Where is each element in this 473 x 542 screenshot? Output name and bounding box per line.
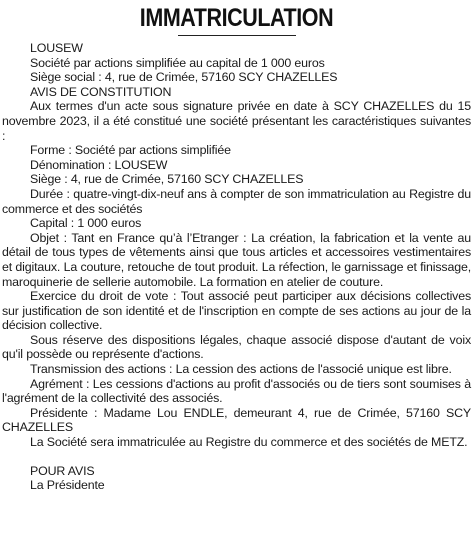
closing-pour-avis: POUR AVIS [30,463,95,478]
company-name: LOUSEW [30,41,83,55]
paragraph-duration: Durée : quatre-vingt-dix-neuf ans à compter de son immatriculation au Registre du commerce et des sociétés [2,186,471,216]
paragraph-transfer: Transmission des actions : La cession des actions de l'associé unique est libre. [30,362,452,377]
spacer [2,450,471,464]
closing-signatory: La Présidente [30,478,105,493]
paragraph-capital: Capital : 1 000 euros [30,216,142,231]
company-form-capital: Société par actions simplifiée au capital de 1 000 euros [30,55,325,70]
paragraph-seat: Siège : 4, rue de Crimée, 57160 SCY CHAZELLES [30,172,304,187]
paragraph-voting: Exercice du droit de vote : Tout associé peut participer aux décisions collectives sur justification de son identité et de l'inscription en compte de ses actions au jour de la décision collective. [2,289,471,333]
registered-office: Siège social : 4, rue de Crimée, 57160 SCY CHAZELLES [30,70,338,85]
paragraph-form: Forme : Société par actions simplifiée [30,143,231,158]
title-underline [178,35,296,36]
notice-title: IMMATRICULATION [139,4,334,32]
paragraph-deed: Aux termes d'un acte sous signature privée en date à SCY CHAZELLES du 15 novembre 2023, il a été constitué une société présentant les caractéristiques suivantes : [2,99,471,143]
paragraph-denomination: Dénomination : LOUSEW [30,157,168,172]
notice-heading: AVIS DE CONSTITUTION [30,84,172,99]
paragraph-registration: La Société sera immatriculée au Registre du commerce et des sociétés de METZ. [30,435,468,450]
notice-body [2,41,471,493]
paragraph-approval: Agrément : Les cessions d'actions au profit d'associés ou de tiers sont soumises à l'agrément de la collectivité des associés. [2,376,471,406]
paragraph-purpose: Objet : Tant en France qu’à l’Etranger : La création, la fabrication et la vente au détail de tous types de vêtements ainsi que tous articles et accessoires vestimentaires et digitaux. La couture, retouche de tout produit. La réfection, le garnissage et finissage, maroquinerie de sellerie automobile. La formation en atelier de couture. [2,230,471,289]
paragraph-president: Présidente : Madame Lou ENDLE, demeurant 4, rue de Crimée, 57160 SCY CHAZELLES [2,405,471,435]
paragraph-votes: Sous réserve des dispositions légales, chaque associé dispose d'autant de voix qu'il possède ou représente d'actions. [2,332,471,362]
